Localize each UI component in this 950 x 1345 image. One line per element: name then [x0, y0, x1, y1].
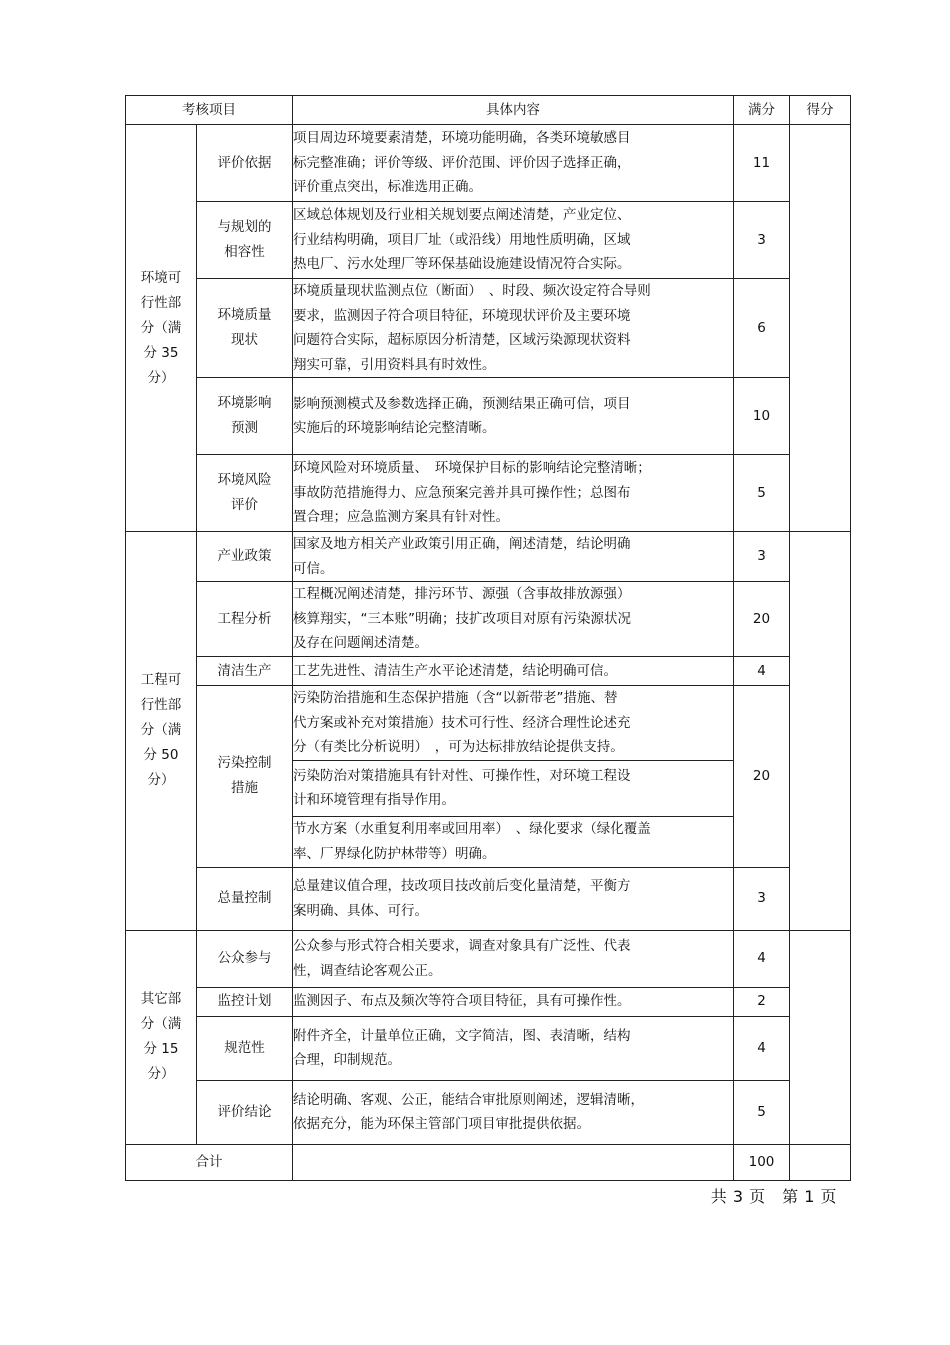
total-content: [293, 1144, 734, 1180]
subitem-name-line: 措施: [231, 780, 258, 797]
table-row: [126, 455, 851, 532]
score-input[interactable]: [790, 930, 851, 1144]
table-row: [126, 930, 851, 987]
text-line: 计和环境管理有指导作用。: [293, 792, 455, 808]
text-line: 项目周边环境要素清楚，环境功能明确，各类环境敏感目: [293, 130, 631, 147]
current-page: 第 1 页: [782, 1187, 837, 1206]
subitem-name-line: 评价依据: [217, 154, 272, 171]
text-line: 附件齐全，计量单位正确，文字简洁，图、表清晰，结构: [293, 1027, 631, 1044]
subitem-name: [197, 1080, 293, 1144]
text-line: 工程概况阐述清楚，排污环节、源强（含事故排放源强）: [293, 586, 631, 603]
page-footer: [711, 1184, 837, 1207]
subitem-name: [197, 455, 293, 532]
criteria-content: [293, 279, 734, 378]
text-line: 性，调查结论客观公正。: [293, 962, 442, 979]
subitem-name: [197, 279, 293, 378]
criteria-content: [293, 760, 734, 816]
subitem-name-line: 环境风险: [217, 472, 272, 488]
header-full-score: 满分: [734, 96, 790, 125]
table-row: [126, 582, 851, 657]
table-row: [126, 1080, 851, 1144]
section-name-line: 工程可: [140, 672, 182, 689]
section-name-line: 分（满: [140, 319, 182, 336]
table-row: [126, 279, 851, 378]
table-body: [126, 96, 851, 1181]
text-line: 分（有类比分析说明） ，可为达标排放结论提供支持。: [293, 739, 624, 755]
text-line: 影响预测模式及参数选择正确，预测结果正确可信，项目: [293, 395, 631, 412]
table-row: [126, 532, 851, 582]
subitem-name: [197, 202, 293, 279]
score-input[interactable]: [790, 125, 851, 532]
subitem-name-line: 现状: [231, 332, 258, 348]
table-row: [126, 378, 851, 455]
text-line: 国家及地方相关产业政策引用正确，阐述清楚，结论明确: [293, 536, 631, 552]
section-name-line: 分 50: [143, 747, 179, 764]
text-line: 翔实可靠，引用资料具有时效性。: [293, 356, 496, 373]
subitem-name: [197, 867, 293, 930]
full-score: 2: [734, 987, 790, 1016]
table-row: [126, 867, 851, 930]
subitem-name: [197, 657, 293, 686]
section-name-line: 分（满: [140, 1016, 182, 1032]
criteria-content: [293, 125, 734, 202]
text-line: 行业结构明确，项目厂址（或沿线）用地性质明确，区域: [293, 231, 631, 248]
section-name-line: 分）: [147, 772, 175, 789]
section-name: [126, 125, 197, 532]
section-name-line: 分（满: [140, 722, 182, 739]
criteria-content: [293, 930, 734, 987]
criteria-content: [293, 816, 734, 867]
subitem-name-line: 监控计划: [217, 993, 272, 1009]
section-name-line: 分 15: [143, 1041, 179, 1057]
text-line: 核算翔实，“三本账”明确；技扩改项目对原有污染源状况: [293, 610, 631, 627]
table-row: [126, 1016, 851, 1080]
full-score: 3: [734, 867, 790, 930]
text-line: 事故防范措施得力、应急预案完善并具可操作性；总图布: [293, 484, 631, 501]
subitem-name: [197, 686, 293, 868]
subitem-name: [197, 582, 293, 657]
text-line: 可信。: [293, 560, 334, 577]
header-score: 得分: [790, 96, 851, 125]
table-row: [126, 987, 851, 1016]
text-line: 率、厂界绿化防护林带等）明确。: [293, 845, 496, 862]
section-name: [126, 532, 197, 931]
text-line: 合理，印制规范。: [293, 1052, 401, 1068]
full-score: 20: [734, 582, 790, 657]
subitem-name: [197, 378, 293, 455]
full-score: 3: [734, 202, 790, 279]
criteria-content: [293, 686, 734, 761]
score-input[interactable]: [790, 532, 851, 931]
text-line: 实施后的环境影响结论完整清晰。: [293, 420, 496, 436]
subitem-name-line: 预测: [231, 420, 258, 436]
section-name-line: 分）: [147, 369, 175, 386]
criteria-content: [293, 657, 734, 686]
header-content: 具体内容: [293, 96, 734, 125]
table-row: [126, 686, 851, 761]
subitem-name-line: 环境质量: [217, 307, 272, 323]
table-row: [126, 202, 851, 279]
text-line: 结论明确、客观、公正，能结合审批原则阐述，逻辑清晰，: [293, 1091, 644, 1108]
subitem-name-line: 与规划的: [217, 219, 272, 235]
criteria-content: [293, 582, 734, 657]
text-line: 工艺先进性、清洁生产水平论述清楚，结论明确可信。: [293, 662, 617, 679]
text-line: 区域总体规划及行业相关规划要点阐述清楚，产业定位、: [293, 207, 631, 224]
subitem-name: [197, 125, 293, 202]
criteria-content: [293, 455, 734, 532]
subitem-name-line: 工程分析: [217, 610, 272, 627]
header-item: 考核项目: [126, 96, 293, 125]
criteria-content: [293, 867, 734, 930]
criteria-content: [293, 1016, 734, 1080]
full-score: 4: [734, 1016, 790, 1080]
full-score: 3: [734, 532, 790, 582]
text-line: 代方案或补充对策措施）技术可行性、经济合理性论述充: [293, 714, 631, 731]
table-row: [126, 125, 851, 202]
subitem-name-line: 相容性: [224, 244, 265, 260]
criteria-content: [293, 987, 734, 1016]
subitem-name: [197, 987, 293, 1016]
subitem-name-line: 公众参与: [217, 950, 272, 966]
text-line: 污染防治措施和生态保护措施（含“以新带老”措施、替: [293, 690, 618, 706]
text-line: 问题符合实际，超标原因分析清楚，区域污染源现状资料: [293, 332, 631, 348]
section-name-line: 环境可: [140, 269, 182, 286]
section-name: [126, 930, 197, 1144]
subitem-name-line: 清洁生产: [217, 662, 272, 679]
section-name-line: 其它部: [140, 991, 182, 1007]
total-row: [126, 1144, 851, 1180]
text-line: 公众参与形式符合相关要求，调查对象具有广泛性、代表: [293, 938, 631, 954]
text-line: 评价重点突出，标准选用正确。: [293, 179, 482, 196]
subitem-name-line: 评价结论: [217, 1103, 272, 1120]
subitem-name: [197, 930, 293, 987]
text-line: 依据充分，能为环保主管部门项目审批提供依据。: [293, 1116, 590, 1132]
table-row: [126, 657, 851, 686]
subitem-name: [197, 1016, 293, 1080]
full-score: 10: [734, 378, 790, 455]
header-row: [126, 96, 851, 125]
subitem-name-line: 规范性: [224, 1039, 265, 1056]
section-name-line: 分）: [147, 1066, 175, 1082]
text-line: 置合理；应急监测方案具有针对性。: [293, 509, 509, 526]
full-score: 20: [734, 686, 790, 868]
total-full-score: 100: [734, 1144, 790, 1180]
full-score: 5: [734, 455, 790, 532]
subitem-name-line: 环境影响: [217, 395, 272, 411]
criteria-content: [293, 378, 734, 455]
full-score: 11: [734, 125, 790, 202]
text-line: 节水方案（水重复利用率或回用率） 、绿化要求（绿化覆盖: [293, 821, 651, 837]
text-line: 监测因子、布点及频次等符合项目特征，具有可操作性。: [293, 993, 631, 1010]
full-score: 6: [734, 279, 790, 378]
full-score: 5: [734, 1080, 790, 1144]
text-line: 及存在问题阐述清楚。: [293, 635, 428, 652]
total-pages: 共 3 页: [710, 1187, 766, 1206]
total-score-input[interactable]: [790, 1144, 851, 1180]
text-line: 要求，监测因子符合项目特征，环境现状评价及主要环境: [293, 307, 631, 324]
subitem-name-line: 产业政策: [217, 548, 272, 564]
text-line: 热电厂、污水处理厂等环保基础设施建设情况符合实际。: [293, 256, 631, 273]
criteria-content: [293, 1080, 734, 1144]
text-line: 环境风险对环境质量、 环境保护目标的影响结论完整清晰；: [293, 460, 651, 477]
text-line: 污染防治对策措施具有针对性、可操作性，对环境工程设: [293, 767, 631, 784]
text-line: 案明确、具体、可行。: [293, 902, 428, 919]
text-line: 总量建议值合理，技改项目技改前后变化量清楚，平衡方: [293, 878, 631, 894]
total-label: 合计: [126, 1144, 293, 1180]
assessment-table: [125, 95, 851, 1181]
criteria-content: [293, 532, 734, 582]
section-name-line: 分 35: [143, 344, 179, 361]
text-line: 标完整准确；评价等级、评价范围、评价因子选择正确，: [293, 154, 631, 171]
subitem-name: [197, 532, 293, 582]
text-line: 环境质量现状监测点位（断面） 、时段、频次设定符合导则: [293, 283, 651, 299]
full-score: 4: [734, 930, 790, 987]
criteria-content: [293, 202, 734, 279]
section-name-line: 行性部: [140, 294, 182, 311]
subitem-name-line: 评价: [231, 497, 258, 513]
subitem-name-line: 污染控制: [217, 755, 272, 772]
section-name-line: 行性部: [140, 697, 182, 714]
subitem-name-line: 总量控制: [217, 890, 272, 906]
full-score: 4: [734, 657, 790, 686]
